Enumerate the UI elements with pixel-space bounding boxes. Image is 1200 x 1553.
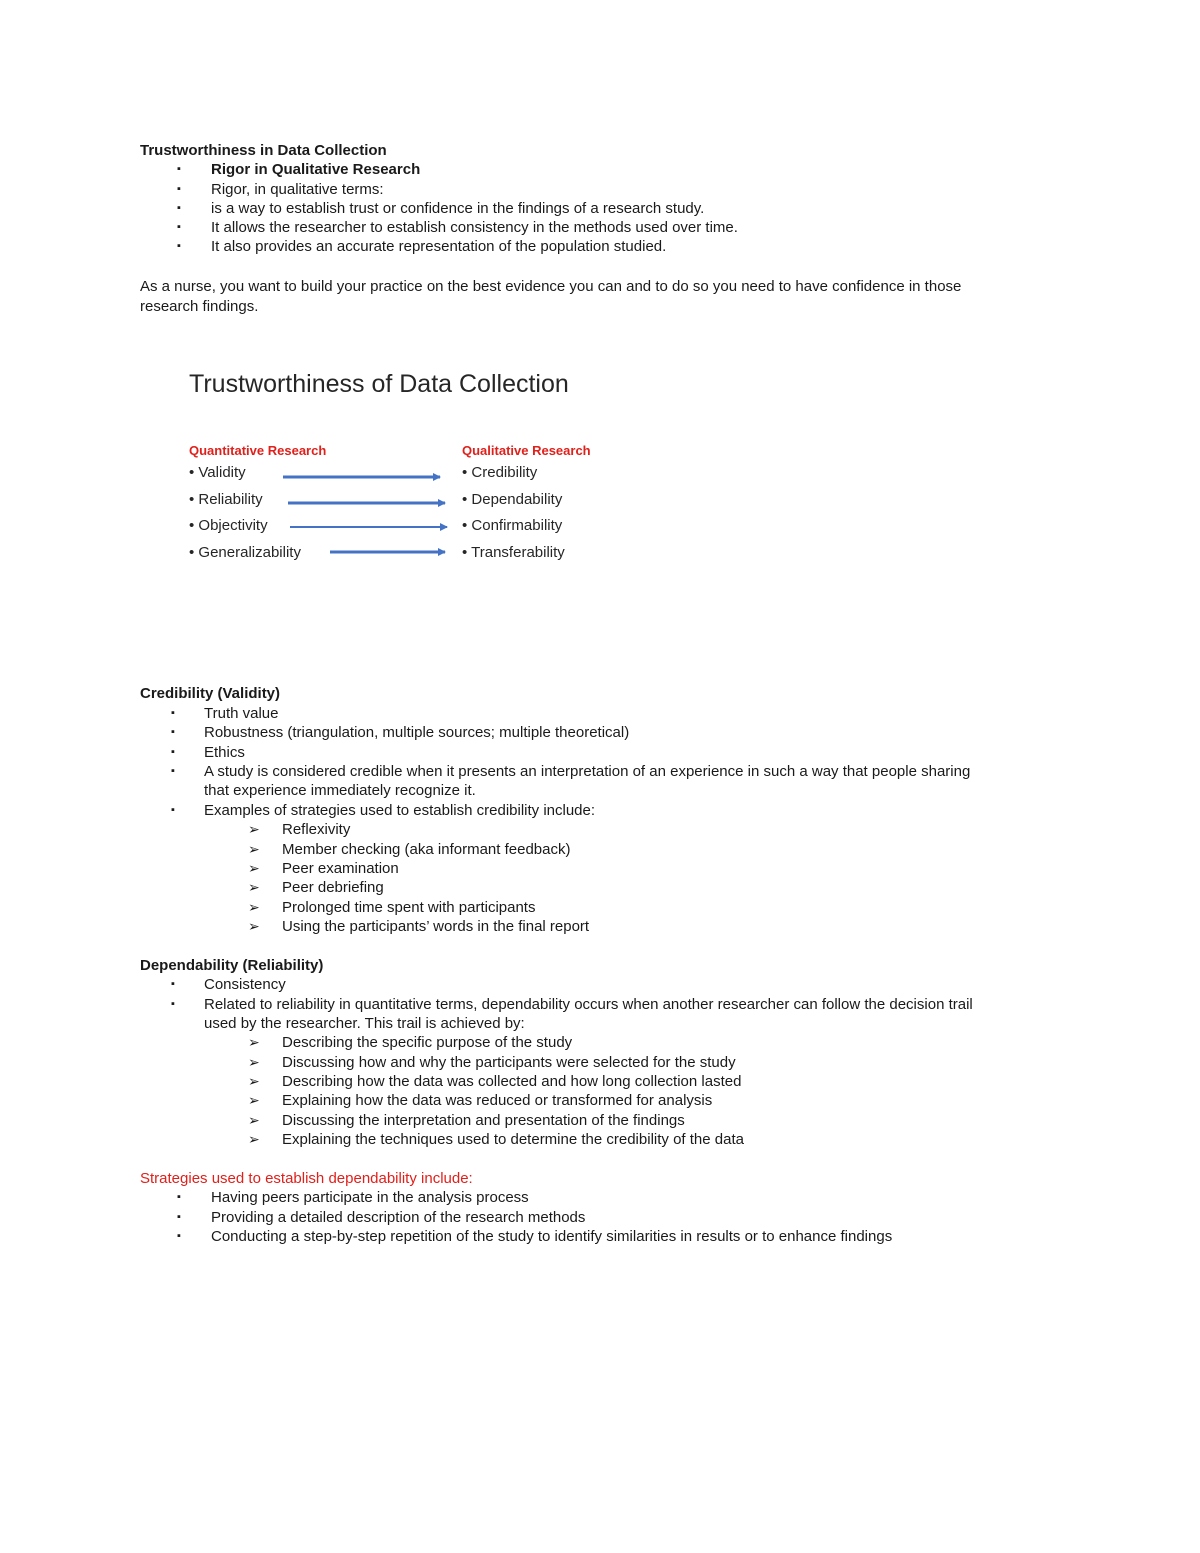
dependability-bullet: Consistency [204,976,286,993]
strategies-bullet: Providing a detailed description of the research methods [211,1209,586,1226]
square-bullet-icon: ▪ [177,163,181,175]
slide-left-item: • Reliability [189,491,263,508]
dependability-trail-item: Explaining the techniques used to determine the credibility of the data [282,1131,744,1148]
dependability-bullet-continuation: used by the researcher. This trail is achieved by: [204,1015,525,1032]
credibility-bullet-continuation: that experience immediately recognize it. [204,782,476,799]
dependability-bullet: Related to reliability in quantitative terms, dependability occurs when another researcher can follow the decision trail [204,996,973,1013]
arrow-bullet-icon: ➢ [248,918,260,934]
intro-bullet: It also provides an accurate representation of the population studied. [211,238,667,255]
arrow-bullet-icon: ➢ [248,841,260,857]
credibility-strategy: Member checking (aka informant feedback) [282,841,571,858]
intro-paragraph-line: As a nurse, you want to build your practice on the best evidence you can and to do so you need to have confidence in those [140,278,962,295]
credibility-strategy: Using the participants’ words in the final report [282,918,590,935]
square-bullet-icon: ▪ [171,804,175,816]
credibility-strategy: Peer examination [282,860,399,877]
dependability-trail-item: Describing how the data was collected and how long collection lasted [282,1073,742,1090]
square-bullet-icon: ▪ [171,707,175,719]
credibility-bullet: Examples of strategies used to establish credibility include: [204,802,596,819]
intro-bullet: It allows the researcher to establish consistency in the methods used over time. [211,219,738,236]
dependability-trail-item: Discussing the interpretation and presentation of the findings [282,1112,685,1129]
intro-bullet: Rigor, in qualitative terms: [211,181,384,198]
arrow-bullet-icon: ➢ [248,860,260,876]
intro-bullet: Rigor in Qualitative Research [211,161,421,178]
credibility-strategy: Prolonged time spent with participants [282,899,536,916]
square-bullet-icon: ▪ [177,183,181,195]
square-bullet-icon: ▪ [177,240,181,252]
intro-bullet: is a way to establish trust or confidence in the findings of a research study. [211,200,705,217]
credibility-strategy: Reflexivity [282,821,351,838]
slide-right-item: • Transferability [462,544,565,561]
arrow-bullet-icon: ➢ [248,1073,260,1089]
credibility-title: Credibility (Validity) [140,685,281,702]
arrow-bullet-icon: ➢ [248,899,260,915]
slide-heading-qualitative: Qualitative Research [462,443,591,458]
slide-title: Trustworthiness of Data Collection [189,370,569,398]
arrow-bullet-icon: ➢ [248,1054,260,1070]
dependability-trail-item: Discussing how and why the participants were selected for the study [282,1054,736,1071]
arrow-bullet-icon: ➢ [248,1131,260,1147]
strategies-bullet: Conducting a step-by-step repetition of the study to identify similarities in results or to enhance findings [211,1228,893,1245]
square-bullet-icon: ▪ [171,978,175,990]
dependability-trail-item: Describing the specific purpose of the study [282,1034,573,1051]
slide-right-item: • Confirmability [462,517,563,534]
slide-left-item: • Generalizability [189,544,301,561]
arrow-bullet-icon: ➢ [248,1112,260,1128]
square-bullet-icon: ▪ [177,202,181,214]
arrow-bullet-icon: ➢ [248,879,260,895]
credibility-strategy: Peer debriefing [282,879,384,896]
mapping-arrows [0,0,1200,600]
arrow-bullet-icon: ➢ [248,821,260,837]
slide-left-item: • Validity [189,464,246,481]
square-bullet-icon: ▪ [171,746,175,758]
slide-right-item: • Credibility [462,464,538,481]
credibility-bullet: Robustness (triangulation, multiple sources; multiple theoretical) [204,724,630,741]
arrow-bullet-icon: ➢ [248,1034,260,1050]
intro-title: Trustworthiness in Data Collection [140,142,387,159]
square-bullet-icon: ▪ [171,726,175,738]
dependability-title: Dependability (Reliability) [140,957,324,974]
square-bullet-icon: ▪ [177,1191,181,1203]
square-bullet-icon: ▪ [177,1230,181,1242]
credibility-bullet: Truth value [204,705,279,722]
square-bullet-icon: ▪ [171,998,175,1010]
square-bullet-icon: ▪ [171,765,175,777]
strategies-title: Strategies used to establish dependability include: [140,1170,473,1187]
intro-paragraph-line: research findings. [140,298,259,315]
dependability-trail-item: Explaining how the data was reduced or transformed for analysis [282,1092,713,1109]
strategies-bullet: Having peers participate in the analysis process [211,1189,529,1206]
arrow-bullet-icon: ➢ [248,1092,260,1108]
square-bullet-icon: ▪ [177,1211,181,1223]
slide-heading-quantitative: Quantitative Research [189,443,327,458]
slide-right-item: • Dependability [462,491,563,508]
square-bullet-icon: ▪ [177,221,181,233]
credibility-bullet: A study is considered credible when it presents an interpretation of an experience in such a way that people sharing [204,763,971,780]
credibility-bullet: Ethics [204,744,245,761]
slide-left-item: • Objectivity [189,517,268,534]
